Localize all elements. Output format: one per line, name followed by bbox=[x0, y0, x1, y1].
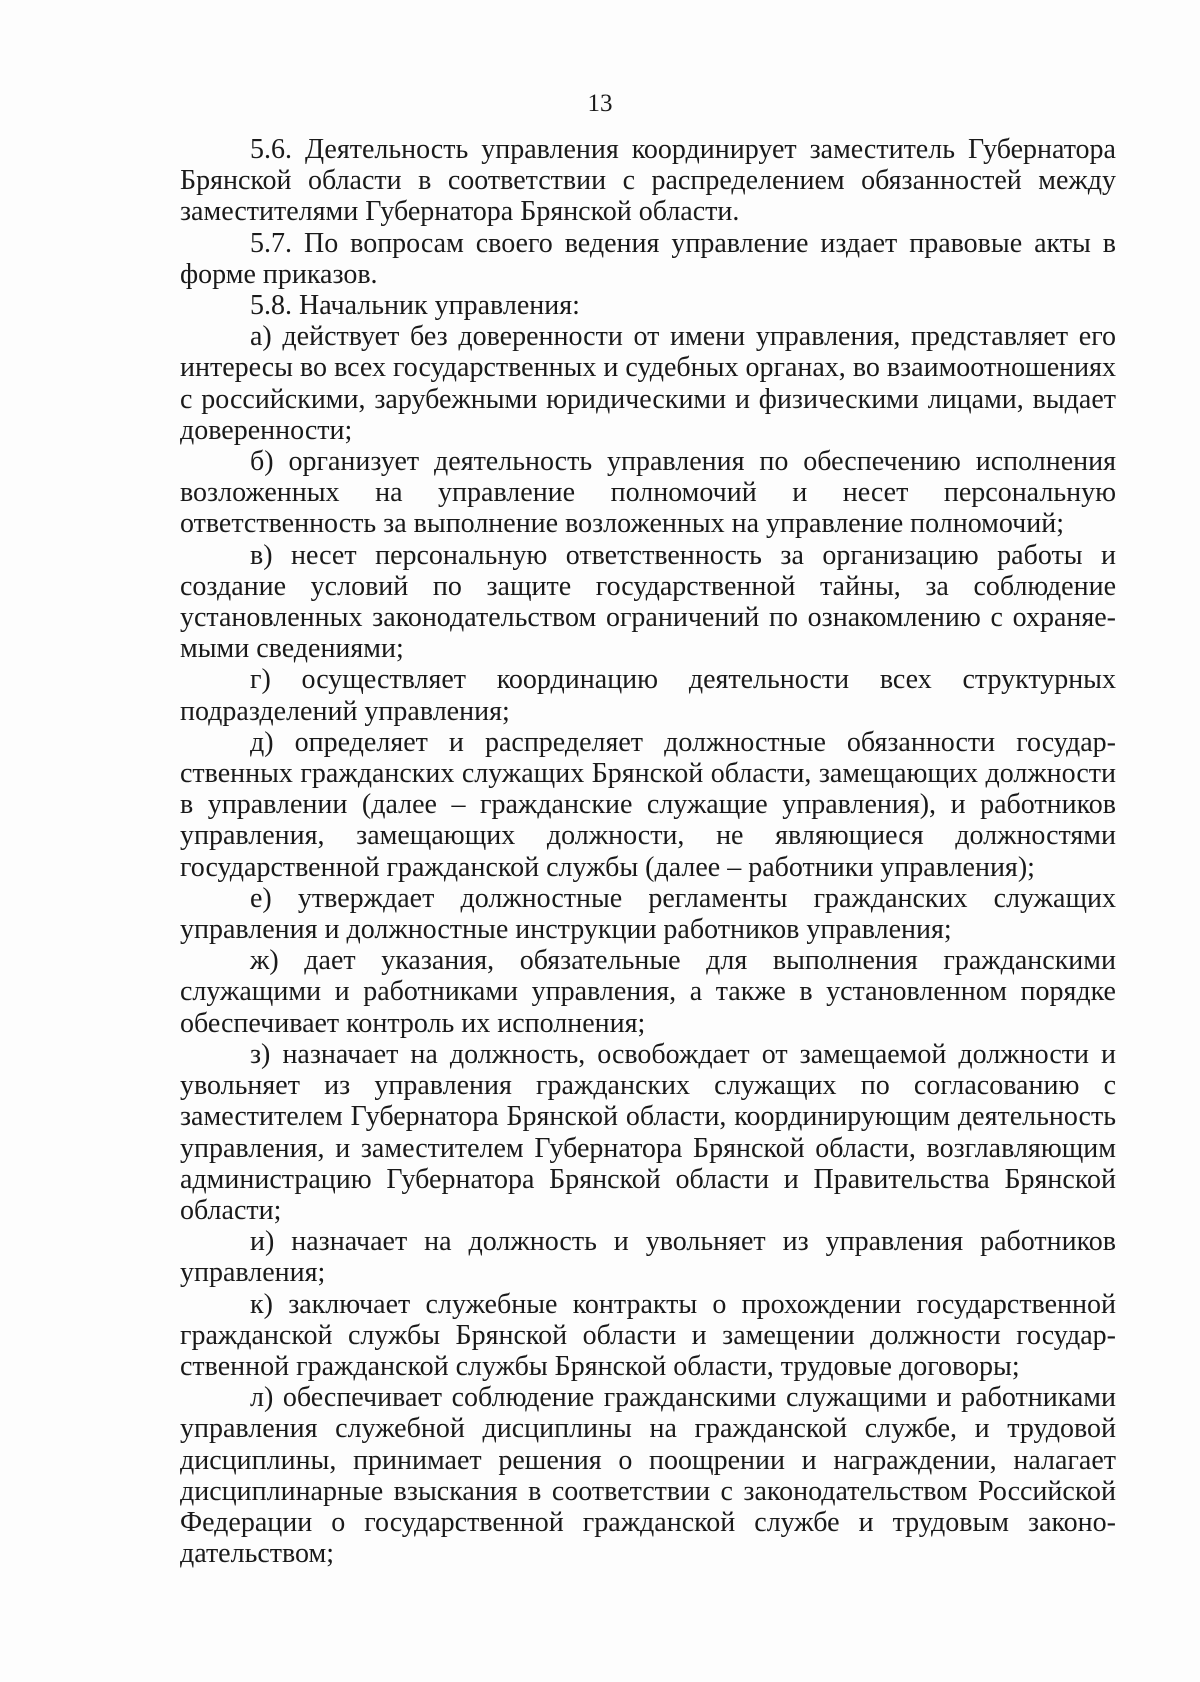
list-item-b: б) организует деятельность управления по обеспечению исполнения возложенных на управление полномочий и несет персональную ответственность за выполнение возложенных на управление полномочий; bbox=[180, 446, 1116, 540]
paragraph-5-6: 5.6. Деятельность управления координирует заместитель Губернатора Брянской области в соответствии с распределением обязанностей между заместителями Губернатора Брянской области. bbox=[180, 134, 1116, 228]
list-item-g: г) осуществляет координацию деятельности всех структурных подразделений управления; bbox=[180, 664, 1116, 727]
list-item-a: а) действует без доверенности от имени управления, представляет его интересы во всех государственных и судебных органах, во взаимоотношениях с российскими, зарубежными юридическими и физическими лицами, выдает доверенности; bbox=[180, 321, 1116, 446]
paragraph-5-8: 5.8. Начальник управления: bbox=[250, 290, 580, 322]
page-number: 13 bbox=[587, 90, 613, 117]
list-item-v: в) несет персональную ответственность за организацию работы и создание условий по защите государственной тайны, за соблюдение установленных законодательством ограничений по ознакомлению с охраняемыми сведениями; bbox=[180, 539, 1116, 665]
list-item-d: д) определяет и распределяет должностные обязанности государственных гражданских служащих Брянской области, замещающих должности в управлении (далее – гражданские служащие управления), и работников управления, замещающих должности, не являющиеся должностями государственной гражданской службы (далее – работники управления); bbox=[180, 726, 1116, 883]
list-item-i: и) назначает на должность и увольняет из управления работников управления; bbox=[180, 1226, 1116, 1289]
document-body bbox=[180, 134, 1116, 1569]
list-item-e: е) утверждает должностные регламенты гражданских служащих управления и должностные инструкции работников управления; bbox=[180, 882, 1116, 946]
list-item-l: л) обеспечивает соблюдение гражданскими служащими и работниками управления служебной дисциплины на гражданской службе, и трудовой дисциплины, принимает решения о поощрении и награждении, налагает дисциплинарные взыскания в соответствии с законодательством Российской Федерации о государственной гражданской службе и трудовым законодательством; bbox=[180, 1382, 1116, 1570]
list-item-zh: ж) дает указания, обязательные для выполнения гражданскими служащими и работниками управления, а также в установленном порядке обеспечивает контроль их исполнения; bbox=[180, 945, 1116, 1039]
list-item-z: з) назначает на должность, освобождает от замещаемой должности и увольняет из управления гражданских служащих по согласованию с заместителем Губернатора Брянской области, координирующим деятельность управления, и заместителем Губернатора Брянской области, возглавляющим администрацию Губернатора Брянской области и Правительства Брянской области; bbox=[180, 1038, 1116, 1226]
list-item-k: к) заключает служебные контракты о прохождении государственной гражданской службы Брянской области и замещении должности государственной гражданской службы Брянской области, трудовые договоры; bbox=[180, 1288, 1116, 1382]
paragraph-5-7: 5.7. По вопросам своего ведения управление издает правовые акты в форме приказов. bbox=[180, 227, 1116, 290]
